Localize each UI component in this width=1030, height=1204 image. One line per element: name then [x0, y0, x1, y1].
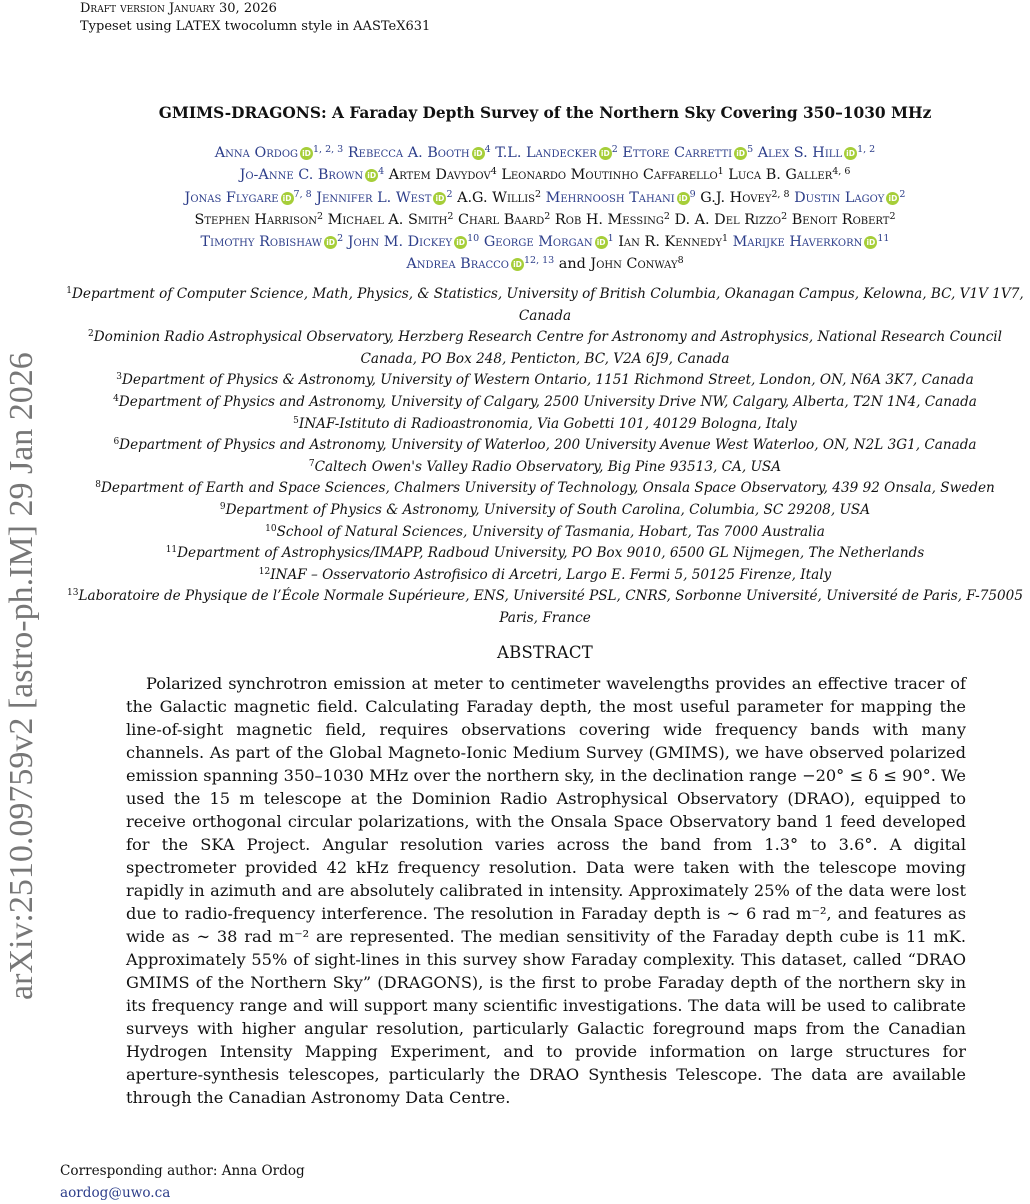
author-link[interactable]: Andrea Bracco iD $^{12, 13}$ [406, 255, 555, 273]
author-name: Rob H. Messing$^2$ [554, 210, 670, 228]
author-name: Stephen Harrison$^2$ [194, 210, 324, 228]
arxiv-identifier: arXiv:2510.09759v2 [astro-ph.IM] 29 Jan 2026 [3, 352, 40, 1000]
author-link[interactable]: Alex S. Hill iD $^{1, 2}$ [757, 144, 876, 161]
affiliation-item: $^6$Department of Physics and Astronomy, University of Waterloo, 200 University Avenue West Waterloo, ON, N2L 3G1, Canada [113, 437, 977, 454]
affiliation-item: $^5$INAF-Istituto di Radioastronomia, Via Gobetti 101, 40129 Bologna, Italy [293, 415, 797, 432]
author-name: John Conway$^8$ [590, 255, 684, 273]
email-link[interactable]: aordog@uwo.ca [60, 1185, 171, 1201]
draft-prefix: Draft version [80, 1, 165, 16]
draft-version-line [80, 0, 430, 18]
orcid-icon[interactable]: iD [599, 147, 612, 160]
author-connector: and [558, 256, 586, 273]
orcid-icon[interactable]: iD [472, 147, 485, 160]
author-link[interactable]: Rebecca A. Booth iD $^4$ [347, 144, 491, 161]
author-link[interactable]: John M. Dickey iD $^{10}$ [347, 233, 480, 251]
corresponding-author [60, 1160, 305, 1204]
affiliation-item: $^3$Department of Physics & Astronomy, University of Western Ontario, 1151 Richmond Street, London, ON, N6A 3K7, Canada [116, 372, 974, 389]
orcid-icon[interactable]: iD [433, 192, 446, 205]
author-name: Luca B. Galler$^{4, 6}$ [728, 166, 851, 184]
page-header [80, 0, 430, 36]
affiliation-item: $^1$Department of Computer Science, Math, Physics, & Statistics, University of British Columbia, Okanagan Campus, Kelowna, BC, V1V 1V7, Canada [66, 286, 1024, 324]
author-name: Ian R. Kennedy$^1$ [618, 233, 728, 251]
affiliation-item: $^{12}$INAF – Osservatorio Astrofisico di Arcetri, Largo E. Fermi 5, 50125 Firenze, Italy [258, 566, 832, 583]
author-name: Charl Baard$^2$ [458, 210, 551, 228]
author-link[interactable]: Mehrnoosh Tahani iD $^9$ [545, 188, 696, 206]
author-name: Michael A. Smith$^2$ [327, 210, 454, 228]
author-link[interactable]: Timothy Robishaw iD $^2$ [200, 233, 344, 251]
author-link[interactable]: Dustin Lagoy iD $^2$ [794, 188, 906, 206]
affiliation-item: $^8$Department of Earth and Space Sciences, Chalmers University of Technology, Onsala Space Observatory, 439 92 Onsala, Sweden [95, 480, 995, 497]
author-link[interactable]: Jennifer L. West iD $^2$ [316, 188, 453, 206]
author-name: Benoit Robert$^2$ [791, 210, 896, 228]
author-link[interactable]: Ettore Carretti iD $^5$ [622, 144, 754, 161]
typeset-line: Typeset using LATEX twocolumn style in AASTeX631 [80, 19, 431, 34]
orcid-icon[interactable]: iD [734, 147, 747, 160]
affiliation-item: $^2$Dominion Radio Astrophysical Observatory, Herzberg Research Centre for Astronomy and Astrophysics, National Research Council Canada, PO Box 248, Penticton, BC, V2A 6J9, Canada [88, 329, 1002, 367]
abstract-heading: ABSTRACT [497, 643, 593, 662]
affiliation-item: $^9$Department of Physics & Astronomy, University of South Carolina, Columbia, SC 29208, USA [219, 501, 871, 518]
affiliation-list [60, 284, 1030, 630]
orcid-icon[interactable]: iD [281, 192, 294, 205]
paper-title: GMIMS-DRAGONS: A Faraday Depth Survey of the Northern Sky Covering 350–1030 MHz [158, 104, 932, 122]
affiliation-item: $^{11}$Department of Astrophysics/IMAPP, Radboud University, PO Box 9010, 6500 GL Nijmegen, The Netherlands [165, 545, 925, 562]
affiliation-item: $^{10}$School of Natural Sciences, University of Tasmania, Hobart, Tas 7000 Australia [265, 523, 825, 540]
author-list [60, 142, 1030, 276]
author-link[interactable]: Anna Ordog iD $^{1, 2, 3}$ [214, 144, 344, 161]
author-name: Leonardo Moutinho Caffarello$^1$ [501, 166, 724, 184]
author-link[interactable]: Jo-Anne C. Brown iD $^4$ [239, 166, 385, 184]
author-link[interactable]: T.L. Landecker iD $^2$ [495, 144, 618, 161]
affiliation-item: $^7$Caltech Owen's Valley Radio Observatory, Big Pine 93513, CA, USA [308, 458, 782, 475]
orcid-icon[interactable]: iD [595, 236, 608, 249]
author-name: D. A. Del Rizzo$^2$ [674, 210, 788, 228]
orcid-icon[interactable]: iD [677, 192, 690, 205]
arxiv-stamp [3, 255, 40, 1005]
author-link[interactable]: Marijke Haverkorn iD $^{11}$ [732, 233, 890, 251]
corresponding-label: Corresponding author: Anna Ordog [60, 1163, 305, 1179]
orcid-icon[interactable]: iD [300, 147, 313, 160]
orcid-icon[interactable]: iD [324, 236, 337, 249]
abstract-text: Polarized synchrotron emission at meter to centimeter wavelengths provides an effective tracer of the Galactic magnetic field. Calculating Faraday depth, the most useful parameter for mapping the line-of-sight magnetic field, requires observations covering wide frequency bands with many channels. As part of the Global Magneto-Ionic Medium Survey (GMIMS), we have observed polarized emission spanning 350–1030 MHz over the northern sky, in the declination range −20° ≤ δ ≤ 90°. We used the 15 m telescope at the Dominion Radio Astrophysical Observatory (DRAO), equipped to receive orthogonal circular polarizations, with the Onsala Space Observatory band 1 feed developed for the SKA Project. Angular resolution varies across the band from 1.3° to 3.6°. A digital spectrometer provided 42 kHz frequency resolution. Data were taken with the telescope moving rapidly in azimuth and are absolutely calibrated in intensity. Approximately 25% of the data were lost due to radio-frequency interference. The resolution in Faraday depth is ∼ 6 rad m⁻², and features as wide as ∼ 38 rad m⁻² are represented. The median sensitivity of the Faraday depth cube is 11 mK. Approximately 55% of sight-lines in this survey show Faraday complexity. This dataset, called “DRAO GMIMS of the Northern Sky” (DRAGONS), is the first to probe Faraday depth of the northern sky in its frequency range and will support many scientific investigations. The data will be used to calibrate surveys with higher angular resolution, particularly Galactic foreground maps from the Canadian Hydrogen Intensity Mapping Experiment, and to provide information on large structures for aperture-synthesis telescopes, particularly the DRAO Synthesis Telescope. The data are available through the Canadian Astronomy Data Centre. [126, 674, 966, 1107]
orcid-icon[interactable]: iD [511, 258, 524, 271]
author-name: A.G. Willis$^2$ [457, 188, 542, 206]
orcid-icon[interactable]: iD [365, 169, 378, 182]
orcid-icon[interactable]: iD [454, 236, 467, 249]
orcid-icon[interactable]: iD [844, 147, 857, 160]
draft-date: January 30, 2026 [169, 1, 277, 16]
orcid-icon[interactable]: iD [886, 192, 899, 205]
author-link[interactable]: George Morgan iD $^1$ [483, 233, 614, 251]
affiliation-item: $^{13}$Laboratoire de Physique de l’École Normale Supérieure, ENS, Université PSL, CNRS, Sorbonne Université, Université de Paris, F-75005 Paris, France [67, 588, 1023, 626]
orcid-icon[interactable]: iD [864, 236, 877, 249]
author-name: Artem Davydov$^4$ [388, 166, 497, 184]
author-name: G.J. Hovey$^{2, 8}$ [700, 188, 790, 206]
author-link[interactable]: Jonas Flygare iD $^{7, 8}$ [184, 188, 312, 206]
affiliation-item: $^4$Department of Physics and Astronomy, University of Calgary, 2500 University Drive NW, Calgary, Alberta, T2N 1N4, Canada [113, 393, 977, 410]
